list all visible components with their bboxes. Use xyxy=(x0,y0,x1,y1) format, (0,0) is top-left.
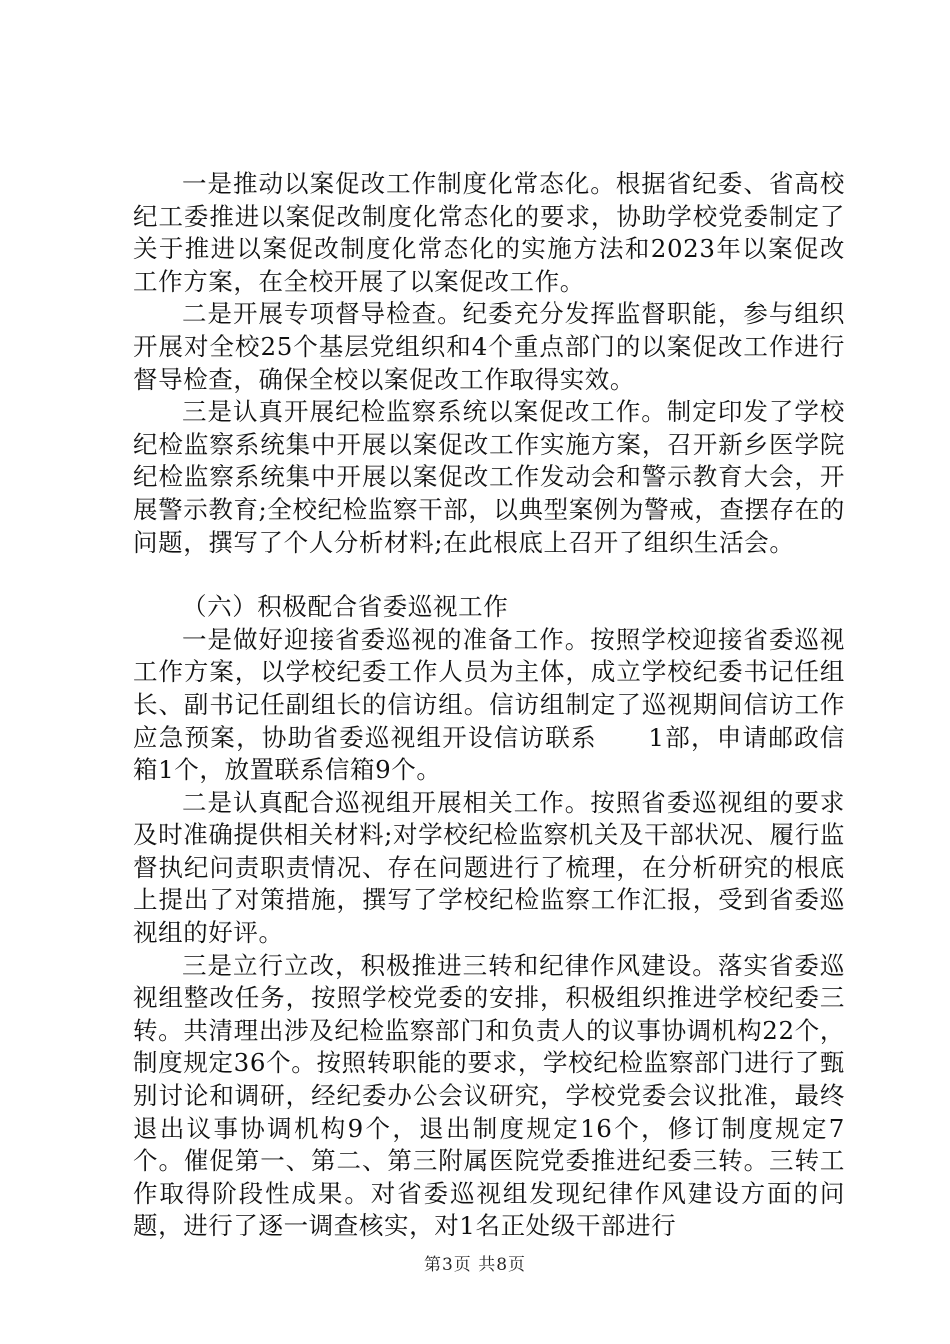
paragraph-2: 二是开展专项督导检查。纪委充分发挥监督职能，参与组织开展对全校25个基层党组织和4个重点部门的以案促改工作进行督导检查，确保全校以案促改工作取得实效。 xyxy=(133,299,845,394)
page-footer: 第3页 共8页 xyxy=(423,1255,527,1275)
body-text xyxy=(133,168,845,1243)
section-gap xyxy=(133,559,845,591)
paragraph-5: 二是认真配合巡视组开展相关工作。按照省委巡视组的要求及时准确提供相关材料;对学校纪检监察机关及干部状况、履行监督执纪问责职责情况、存在问题进行了梳理，在分析研究的根底上提出了对策措施，撰写了学校纪检监察工作汇报，受到省委巡视组的好评。 xyxy=(133,787,845,948)
paragraph-3: 三是认真开展纪检监察系统以案促改工作。制定印发了学校纪检监察系统集中开展以案促改工作实施方案，召开新乡医学院纪检监察系统集中开展以案促改工作发动会和警示教育大会，开展警示教育;全校纪检监察干部，以典型案例为警戒，查摆存在的问题，撰写了个人分析材料;在此根底上召开了组织生活会。 xyxy=(133,397,845,557)
paragraph-1: 一是推动以案促改工作制度化常态化。根据省纪委、省高校纪工委推进以案促改制度化常态化的要求，协助学校党委制定了关于推进以案促改制度化常态化的实施方法和2023年以案促改工作方案，在全校开展了以案促改工作。 xyxy=(133,169,845,296)
paragraph-6: 三是立行立改，积极推进三转和纪律作风建设。落实省委巡视组整改任务，按照学校党委的安排，积极组织推进学校纪委三转。共清理出涉及纪检监察部门和负责人的议事协调机构22个，制度规定36个。按照转职能的要求，学校纪检监察部门进行了甄别讨论和调研，经纪委办公会议研究，学校党委会议批准，最终退出议事协调机构9个，退出制度规定16个，修订制度规定7个。催促第一、第二、第三附属医院党委推进纪委三转。三转工作取得阶段性成果。对省委巡视组发现纪律作风建设方面的问题，进行了逐一调查核实，对1名正处级干部进行 xyxy=(133,950,845,1241)
paragraph-4: 一是做好迎接省委巡视的准备工作。按照学校迎接省委巡视工作方案，以学校纪委工作人员为主体，成立学校纪委书记任组长、副书记任副组长的信访组。信访组制定了巡视期间信访工作应急预案，协助省委巡视组开设信访联系 1部，申请邮政信箱1个，放置联系信箱9个。 xyxy=(133,624,845,785)
section-heading: （六）积极配合省委巡视工作 xyxy=(182,592,509,622)
